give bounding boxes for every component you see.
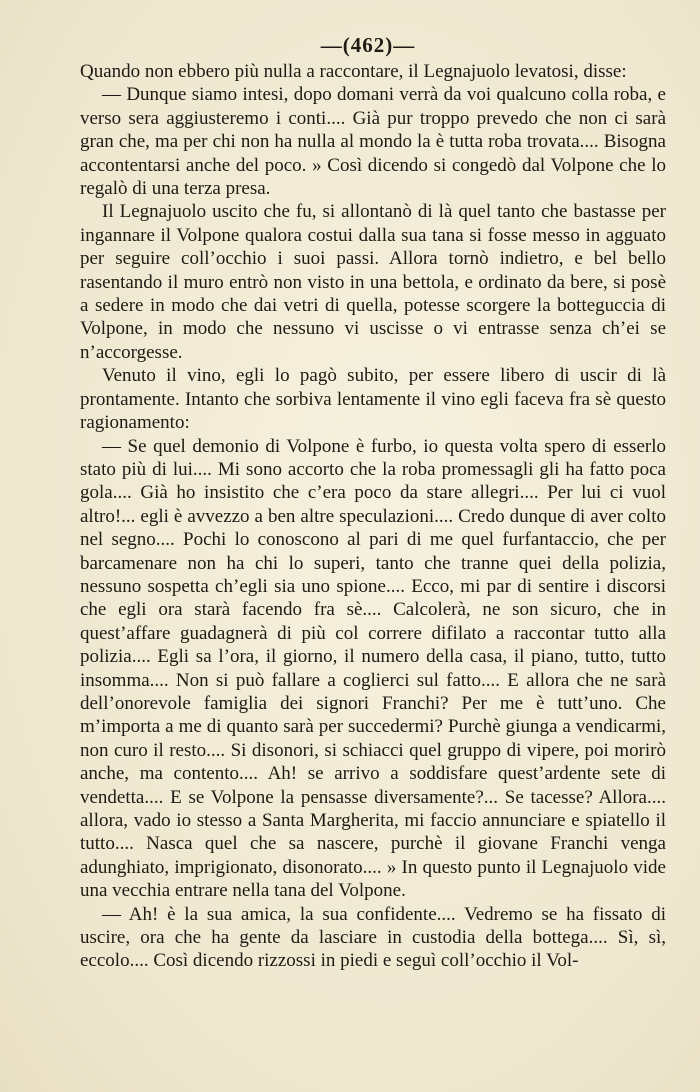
paragraph: — Dunque siamo intesi, dopo domani verrà da voi qualcuno colla roba, e verso sera aggiusteremo i conti.... Già pur troppo prevedo che non ci sarà gran che, ma per chi non ha nulla al mondo la è tutta roba trovata.... Bisogna accontentarsi anche del poco. » Così dicendo si congedò dal Volpone che lo regalò di una terza presa. <box>80 84 666 200</box>
page-number: —(462)— <box>320 33 416 57</box>
paragraph: Quando non ebbero più nulla a raccontare, il Legnajuolo levatosi, disse: <box>80 61 627 82</box>
paragraph: Il Legnajuolo uscito che fu, si allontanò di là quel tanto che bastasse per ingannare il Volpone qualora costui dalla sua tana si fosse messo in agguato per seguire coll’occhio i suoi passi. Allora tornò indietro, e bel bello rasentando il muro entrò non visto in una bettola, e ordinato da bere, si posè a sedere in modo che dai vetri di quella, potesse scorgere la botteguccia di Volpone, in modo che nessuno vi uscisse o vi entrasse senza ch’ei se n’accorgesse. <box>80 201 666 363</box>
paragraph: — Se quel demonio di Volpone è furbo, io questa volta spero di esserlo stato più di lui.... Mi sono accorto che la roba promessagli gli ha fatto poca gola.... Già ho insistito che c’era poco da stare allegri.... Per lui ci vuol altro!... egli è avvezzo a ben altre speculazioni.... Credo dunque di aver colto nel segno.... Pochi lo conoscono al pari di me quel furfantaccio, che per barcamenare non ha chi lo superi, tanto che tranne quei della polizia, nessuno sospetta ch’egli sia uno spione.... Ecco, mi par di sentire i discorsi che egli ora starà facendo fra sè.... Calcolerà, ne son sicuro, che in quest’affare guadagnerà di più col correre difilato a raccontar tutto alla polizia.... Egli sa l’ora, il giorno, il numero della casa, il piano, tutto, tutto insomma.... Non si può fallare a coglierci sul fatto.... E allora che ne sarà dell’onorevole famiglia dei signori Franchi? Per me è tutt’uno. Che m’importa a me di quanto sarà per succedermi? Purchè giunga a vendicarmi, non curo il resto.... Si disonori, si schiacci quel gruppo di vipere, poi morirò anche, ma contento.... Ah! se arrivo a soddisfare quest’ardente sete di vendetta.... E se Volpone la pensasse diversamente?... Se tacesse? Allora.... allora, vado io stesso a Santa Margherita, mi faccio annunciare e spiatello il tutto.... Nasca quel che sa nascere, purchè il giovane Franchi venga adunghiato, imprigionato, disonorato.... » In questo punto il Legnajuolo vide una vecchia entrare nella tana del Volpone. <box>80 435 666 902</box>
paragraph: Venuto il vino, egli lo pagò subito, per essere libero di uscir di là prontamente. Intanto che sorbiva lentamente il vino egli faceva fra sè questo ragionamento: <box>80 365 666 434</box>
paragraph: — Ah! è la sua amica, la sua confidente.... Vedremo se ha fissato di uscire, ora che ha gente da lasciare in custodia della bottega.... Sì, sì, eccolo.... Così dicendo rizzossi in piedi e seguì coll’occhio il Vol- <box>80 903 666 972</box>
